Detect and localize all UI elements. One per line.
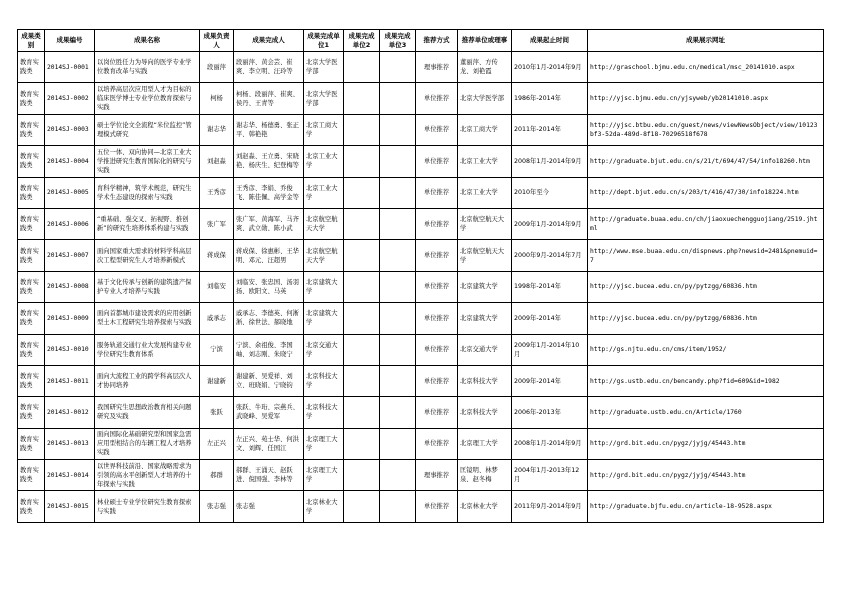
cell-id: 2014SJ-0013 — [45, 428, 95, 459]
cell-members: 段丽萍、黄会芸、崔爽、李立明、汪玲等 — [234, 52, 304, 83]
table-row — [18, 491, 824, 522]
table-row — [18, 460, 824, 491]
table-row — [18, 303, 824, 334]
cell-recommend-method: 单位推荐 — [416, 334, 458, 365]
cell-recommender: 北京航空航天大学 — [458, 240, 512, 271]
cell-unit-2 — [344, 208, 380, 239]
cell-unit-2 — [344, 460, 380, 491]
table-row — [18, 146, 824, 177]
table-row — [18, 177, 824, 208]
table-row — [18, 240, 824, 271]
cell-category: 教育实践类 — [18, 83, 45, 114]
cell-recommender: 北京航空航天大学 — [458, 208, 512, 239]
header-unit-2: 成果完成单位2 — [344, 30, 380, 52]
cell-url[interactable]: http://gs.njtu.edu.cn/cms/item/1952/ — [588, 334, 824, 365]
cell-title: 面向国际化基础研究型和国家急需应用型相结合的车辆工程人才培养实践 — [95, 428, 200, 459]
cell-unit-2 — [344, 240, 380, 271]
cell-unit-3 — [380, 271, 416, 302]
cell-unit-2 — [344, 365, 380, 396]
cell-recommender: 北京科技大学 — [458, 397, 512, 428]
cell-members: 刘赵淼、王立勇、宋晓艳、杨庆生、纪登梅等 — [234, 146, 304, 177]
cell-leader: 郝群 — [200, 460, 234, 491]
cell-title: 面向大流程工业的跨学科高层次人才协同培养 — [95, 365, 200, 396]
cell-url[interactable]: http://dept.bjut.edu.cn/s/203/t/416/47/30/info18224.htm — [588, 177, 824, 208]
cell-title: 硕士学位论文全流程“米位监控”管理模式研究 — [95, 114, 200, 145]
table-row — [18, 114, 824, 145]
cell-unit-2 — [344, 303, 380, 334]
cell-title: “重基础、强交叉、拓视野、推创新”的研究生培养体系构建与实践 — [95, 208, 200, 239]
cell-url[interactable]: http://grd.bit.edu.cn/pygz/jyjg/45443.htm — [588, 460, 824, 491]
cell-period: 2009年1月-2014年10月 — [512, 334, 588, 365]
cell-unit-3 — [380, 208, 416, 239]
cell-category: 教育实践类 — [18, 491, 45, 522]
cell-unit-2 — [344, 334, 380, 365]
cell-unit-1: 北京大学医学部 — [304, 83, 344, 114]
cell-category: 教育实践类 — [18, 146, 45, 177]
header-category: 成果类别 — [18, 30, 45, 52]
table-row — [18, 52, 824, 83]
cell-unit-1: 北京建筑大学 — [304, 271, 344, 302]
cell-unit-3 — [380, 240, 416, 271]
cell-members: 柯杨、段丽萍、崔爽、侯丹、王青等 — [234, 83, 304, 114]
cell-recommender: 北京大学医学部 — [458, 83, 512, 114]
cell-title: 服务轨道交通行业大发展构建专业学位研究生教育体系 — [95, 334, 200, 365]
header-unit-1: 成果完成单位1 — [304, 30, 344, 52]
cell-period: 2008年1月-2014年9月 — [512, 146, 588, 177]
cell-recommender: 北京工商大学 — [458, 114, 512, 145]
cell-category: 教育实践类 — [18, 177, 45, 208]
cell-category: 教育实践类 — [18, 240, 45, 271]
cell-unit-3 — [380, 491, 416, 522]
table-row — [18, 271, 824, 302]
cell-category: 教育实践类 — [18, 365, 45, 396]
cell-unit-1: 北京大学医学部 — [304, 52, 344, 83]
cell-unit-1: 北京林业大学 — [304, 491, 344, 522]
cell-category: 教育实践类 — [18, 303, 45, 334]
table-row — [18, 334, 824, 365]
cell-unit-3 — [380, 303, 416, 334]
cell-recommender: 北京建筑大学 — [458, 271, 512, 302]
cell-category: 教育实践类 — [18, 52, 45, 83]
table-row — [18, 83, 824, 114]
cell-unit-3 — [380, 365, 416, 396]
cell-recommender: 北京工业大学 — [458, 146, 512, 177]
cell-id: 2014SJ-0002 — [45, 83, 95, 114]
cell-unit-2 — [344, 177, 380, 208]
cell-title: 五位一体、双向协同—北京工业大学推进研究生教育国际化的研究与实践 — [95, 146, 200, 177]
cell-unit-3 — [380, 114, 416, 145]
cell-leader: 宁滨 — [200, 334, 234, 365]
cell-unit-3 — [380, 397, 416, 428]
cell-url[interactable]: http://gs.ustb.edu.cn/bencandy.php?fid=609&id=1982 — [588, 365, 824, 396]
cell-leader: 刘临安 — [200, 271, 234, 302]
cell-url[interactable]: http://yjsc.bjmu.edu.cn/yjsyweb/yb20141010.aspx — [588, 83, 824, 114]
cell-leader: 张志强 — [200, 491, 234, 522]
cell-period: 2008年1月-2014年9月 — [512, 428, 588, 459]
cell-title: 面向首都城市建设需求的应用创新型土木工程研究生培养探索与实践 — [95, 303, 200, 334]
cell-title: 基于文化传承与创新的建筑遗产保护专业人才培养与实践 — [95, 271, 200, 302]
cell-period: 2006年-2013年 — [512, 397, 588, 428]
cell-unit-1: 北京工业大学 — [304, 146, 344, 177]
cell-period: 2004年1月-2013年12月 — [512, 460, 588, 491]
cell-recommender: 北京林业大学 — [458, 491, 512, 522]
header-row — [18, 30, 824, 52]
cell-title: 育科学精神，筑学术规范，研究生学术生态建设的探索与实践 — [95, 177, 200, 208]
cell-period: 1998年-2014年 — [512, 271, 588, 302]
cell-url[interactable]: http://grd.bit.edu.cn/pygz/jyjg/45443.htm — [588, 428, 824, 459]
cell-unit-1: 北京航空航天大学 — [304, 208, 344, 239]
cell-url[interactable]: http://graduate.buaa.edu.cn/ch/jiaoxuechengguojiang/2519.jhtml — [588, 208, 824, 239]
cell-members: 谢建新、吴爱祥、刘立、班晓娟、宁晓钧 — [234, 365, 304, 396]
cell-leader: 左正兴 — [200, 428, 234, 459]
cell-id: 2014SJ-0001 — [45, 52, 95, 83]
cell-id: 2014SJ-0014 — [45, 460, 95, 491]
cell-members: 谢志华、杨德勇、张正平、韩艳艳 — [234, 114, 304, 145]
cell-unit-3 — [380, 460, 416, 491]
cell-id: 2014SJ-0015 — [45, 491, 95, 522]
cell-leader: 柯杨 — [200, 83, 234, 114]
cell-members: 蒋成保、徐惠彬、王华明、邓元、汪超男 — [234, 240, 304, 271]
cell-url[interactable]: http://yjsc.bucea.edu.cn/py/pytzgg/60836.htm — [588, 303, 824, 334]
header-title: 成果名称 — [95, 30, 200, 52]
cell-unit-2 — [344, 397, 380, 428]
cell-recommend-method: 单位推荐 — [416, 271, 458, 302]
cell-category: 教育实践类 — [18, 460, 45, 491]
table-row — [18, 428, 824, 459]
cell-members: 宁滨、余祖俊、李国岫、刘志刚、朱晓宁 — [234, 334, 304, 365]
cell-id: 2014SJ-0009 — [45, 303, 95, 334]
cell-url[interactable]: http://yjsc.btbu.edu.cn/guest/news/viewNewsObject/view/10123bf3-52da-489d-8f18-70296518f678 — [588, 114, 824, 145]
header-unit-3: 成果完成单位3 — [380, 30, 416, 52]
cell-category: 教育实践类 — [18, 334, 45, 365]
cell-id: 2014SJ-0010 — [45, 334, 95, 365]
cell-members: 张志强 — [234, 491, 304, 522]
cell-period: 2009年-2014年 — [512, 303, 588, 334]
cell-recommend-method: 单位推荐 — [416, 208, 458, 239]
cell-leader: 段丽萍 — [200, 52, 234, 83]
cell-unit-1: 北京理工大学 — [304, 428, 344, 459]
cell-recommend-method: 单位推荐 — [416, 83, 458, 114]
cell-id: 2014SJ-0012 — [45, 397, 95, 428]
cell-unit-3 — [380, 52, 416, 83]
cell-recommend-method: 单位推荐 — [416, 146, 458, 177]
cell-recommender: 董丽萍、方传龙、刘艳霞 — [458, 52, 512, 83]
cell-leader: 谢建新 — [200, 365, 234, 396]
cell-unit-1: 北京航空航天大学 — [304, 240, 344, 271]
cell-period: 2010年1月-2014年9月 — [512, 52, 588, 83]
cell-category: 教育实践类 — [18, 271, 45, 302]
cell-members: 戚承志、李德英、何淅淅、徐世法、郝晓地 — [234, 303, 304, 334]
cell-recommender: 匡镜明、林梦泉、赵冬梅 — [458, 460, 512, 491]
table-row — [18, 365, 824, 396]
cell-unit-2 — [344, 52, 380, 83]
cell-url[interactable]: http://graduate.bjut.edu.cn/s/21/t/694/47/54/info18260.htm — [588, 146, 824, 177]
cell-title: 以岗位胜任力为导向的医学专业学位教育改革与实践 — [95, 52, 200, 83]
cell-period: 2000年9月-2014年7月 — [512, 240, 588, 271]
header-members: 成果完成人 — [234, 30, 304, 52]
cell-unit-1: 北京工业大学 — [304, 177, 344, 208]
cell-category: 教育实践类 — [18, 114, 45, 145]
header-leader: 成果负责人 — [200, 30, 234, 52]
cell-title: 面向国家重大需求的材料学科高层次工程型研究生人才培养新模式 — [95, 240, 200, 271]
cell-url[interactable]: http://www.mse.buaa.edu.cn/dispnews.php?newsid=2481&pnemuid=7 — [588, 240, 824, 271]
cell-leader: 张跃 — [200, 397, 234, 428]
cell-id: 2014SJ-0006 — [45, 208, 95, 239]
cell-members: 张广军、黄海军、马齐爽、武立勋、陈小武 — [234, 208, 304, 239]
cell-recommend-method: 单位推荐 — [416, 114, 458, 145]
cell-period: 2009年1月-2014年9月 — [512, 208, 588, 239]
cell-unit-1: 北京理工大学 — [304, 460, 344, 491]
cell-unit-2 — [344, 271, 380, 302]
cell-recommender: 北京交通大学 — [458, 334, 512, 365]
cell-unit-3 — [380, 428, 416, 459]
cell-recommend-method: 单位推荐 — [416, 491, 458, 522]
cell-unit-3 — [380, 83, 416, 114]
cell-unit-2 — [344, 146, 380, 177]
cell-id: 2014SJ-0003 — [45, 114, 95, 145]
cell-period: 2010年至今 — [512, 177, 588, 208]
cell-unit-1: 北京科技大学 — [304, 365, 344, 396]
cell-unit-2 — [344, 114, 380, 145]
cell-unit-3 — [380, 177, 416, 208]
cell-url[interactable]: http://graschool.bjmu.edu.cn/medical/msc_20141010.aspx — [588, 52, 824, 83]
cell-unit-1: 北京工商大学 — [304, 114, 344, 145]
cell-unit-3 — [380, 146, 416, 177]
cell-members: 张跃、牛珩、宗燕兵、武晓峰、吴爱军 — [234, 397, 304, 428]
cell-leader: 戚承志 — [200, 303, 234, 334]
cell-recommender: 北京工业大学 — [458, 177, 512, 208]
cell-title: 以培养高层次应用型人才为目标的临床医学博士专业学位教育探索与实践 — [95, 83, 200, 114]
cell-recommend-method: 理事推荐 — [416, 460, 458, 491]
header-id: 成果编号 — [45, 30, 95, 52]
cell-members: 刘临安、张忠国、汤羽扬、欧阳文、马英 — [234, 271, 304, 302]
cell-recommend-method: 单位推荐 — [416, 397, 458, 428]
cell-recommend-method: 单位推荐 — [416, 240, 458, 271]
cell-title: 以世界科技前沿、国家战略需求为引领的高水平创新型人才培养的十年探索与实践 — [95, 460, 200, 491]
cell-unit-1: 北京交通大学 — [304, 334, 344, 365]
cell-leader: 刘赵淼 — [200, 146, 234, 177]
cell-recommend-method: 单位推荐 — [416, 303, 458, 334]
cell-category: 教育实践类 — [18, 208, 45, 239]
cell-unit-1: 北京科技大学 — [304, 397, 344, 428]
cell-leader: 王秀彦 — [200, 177, 234, 208]
table-body — [18, 52, 824, 523]
cell-id: 2014SJ-0011 — [45, 365, 95, 396]
cell-members: 王秀彦、李娟、乔俊飞、陈佳佩、高学金等 — [234, 177, 304, 208]
cell-id: 2014SJ-0007 — [45, 240, 95, 271]
header-period: 成果起止时间 — [512, 30, 588, 52]
cell-unit-3 — [380, 334, 416, 365]
cell-period: 2009年-2014年 — [512, 365, 588, 396]
cell-leader: 张广军 — [200, 208, 234, 239]
header-recommender: 推荐单位或理事 — [458, 30, 512, 52]
cell-recommender: 北京理工大学 — [458, 428, 512, 459]
cell-recommend-method: 单位推荐 — [416, 365, 458, 396]
cell-recommend-method: 理事推荐 — [416, 52, 458, 83]
cell-unit-2 — [344, 491, 380, 522]
cell-url[interactable]: http://graduate.bjfu.edu.cn/article-18-9528.aspx — [588, 491, 824, 522]
cell-url[interactable]: http://yjsc.bucea.edu.cn/py/pytzgg/60836.htm — [588, 271, 824, 302]
header-recommend-method: 推荐方式 — [416, 30, 458, 52]
cell-unit-1: 北京建筑大学 — [304, 303, 344, 334]
cell-id: 2014SJ-0005 — [45, 177, 95, 208]
cell-category: 教育实践类 — [18, 397, 45, 428]
cell-period: 2011年-2014年 — [512, 114, 588, 145]
header-url: 成果展示网址 — [588, 30, 824, 52]
cell-leader: 蒋成保 — [200, 240, 234, 271]
cell-period: 2011年9月-2014年9月 — [512, 491, 588, 522]
cell-unit-2 — [344, 83, 380, 114]
cell-id: 2014SJ-0008 — [45, 271, 95, 302]
cell-category: 教育实践类 — [18, 428, 45, 459]
cell-recommend-method: 单位推荐 — [416, 428, 458, 459]
achievements-table — [17, 29, 824, 523]
cell-members: 左正兴、苑士华、何洪文、刘辉、任国江 — [234, 428, 304, 459]
table-row — [18, 397, 824, 428]
cell-id: 2014SJ-0004 — [45, 146, 95, 177]
cell-recommender: 北京科技大学 — [458, 365, 512, 396]
table-row — [18, 208, 824, 239]
cell-title: 林业硕士专业学位研究生教育探索与实践 — [95, 491, 200, 522]
cell-recommender: 北京建筑大学 — [458, 303, 512, 334]
cell-leader: 谢志华 — [200, 114, 234, 145]
cell-period: 1986年-2014年 — [512, 83, 588, 114]
cell-title: 我国研究生思想政治教育相关问题研究及实践 — [95, 397, 200, 428]
cell-unit-2 — [344, 428, 380, 459]
cell-recommend-method: 单位推荐 — [416, 177, 458, 208]
cell-url[interactable]: http://graduate.ustb.edu.cn/Article/1760 — [588, 397, 824, 428]
cell-members: 郝群、王涌天、赵跃进、倪国强、李林等 — [234, 460, 304, 491]
